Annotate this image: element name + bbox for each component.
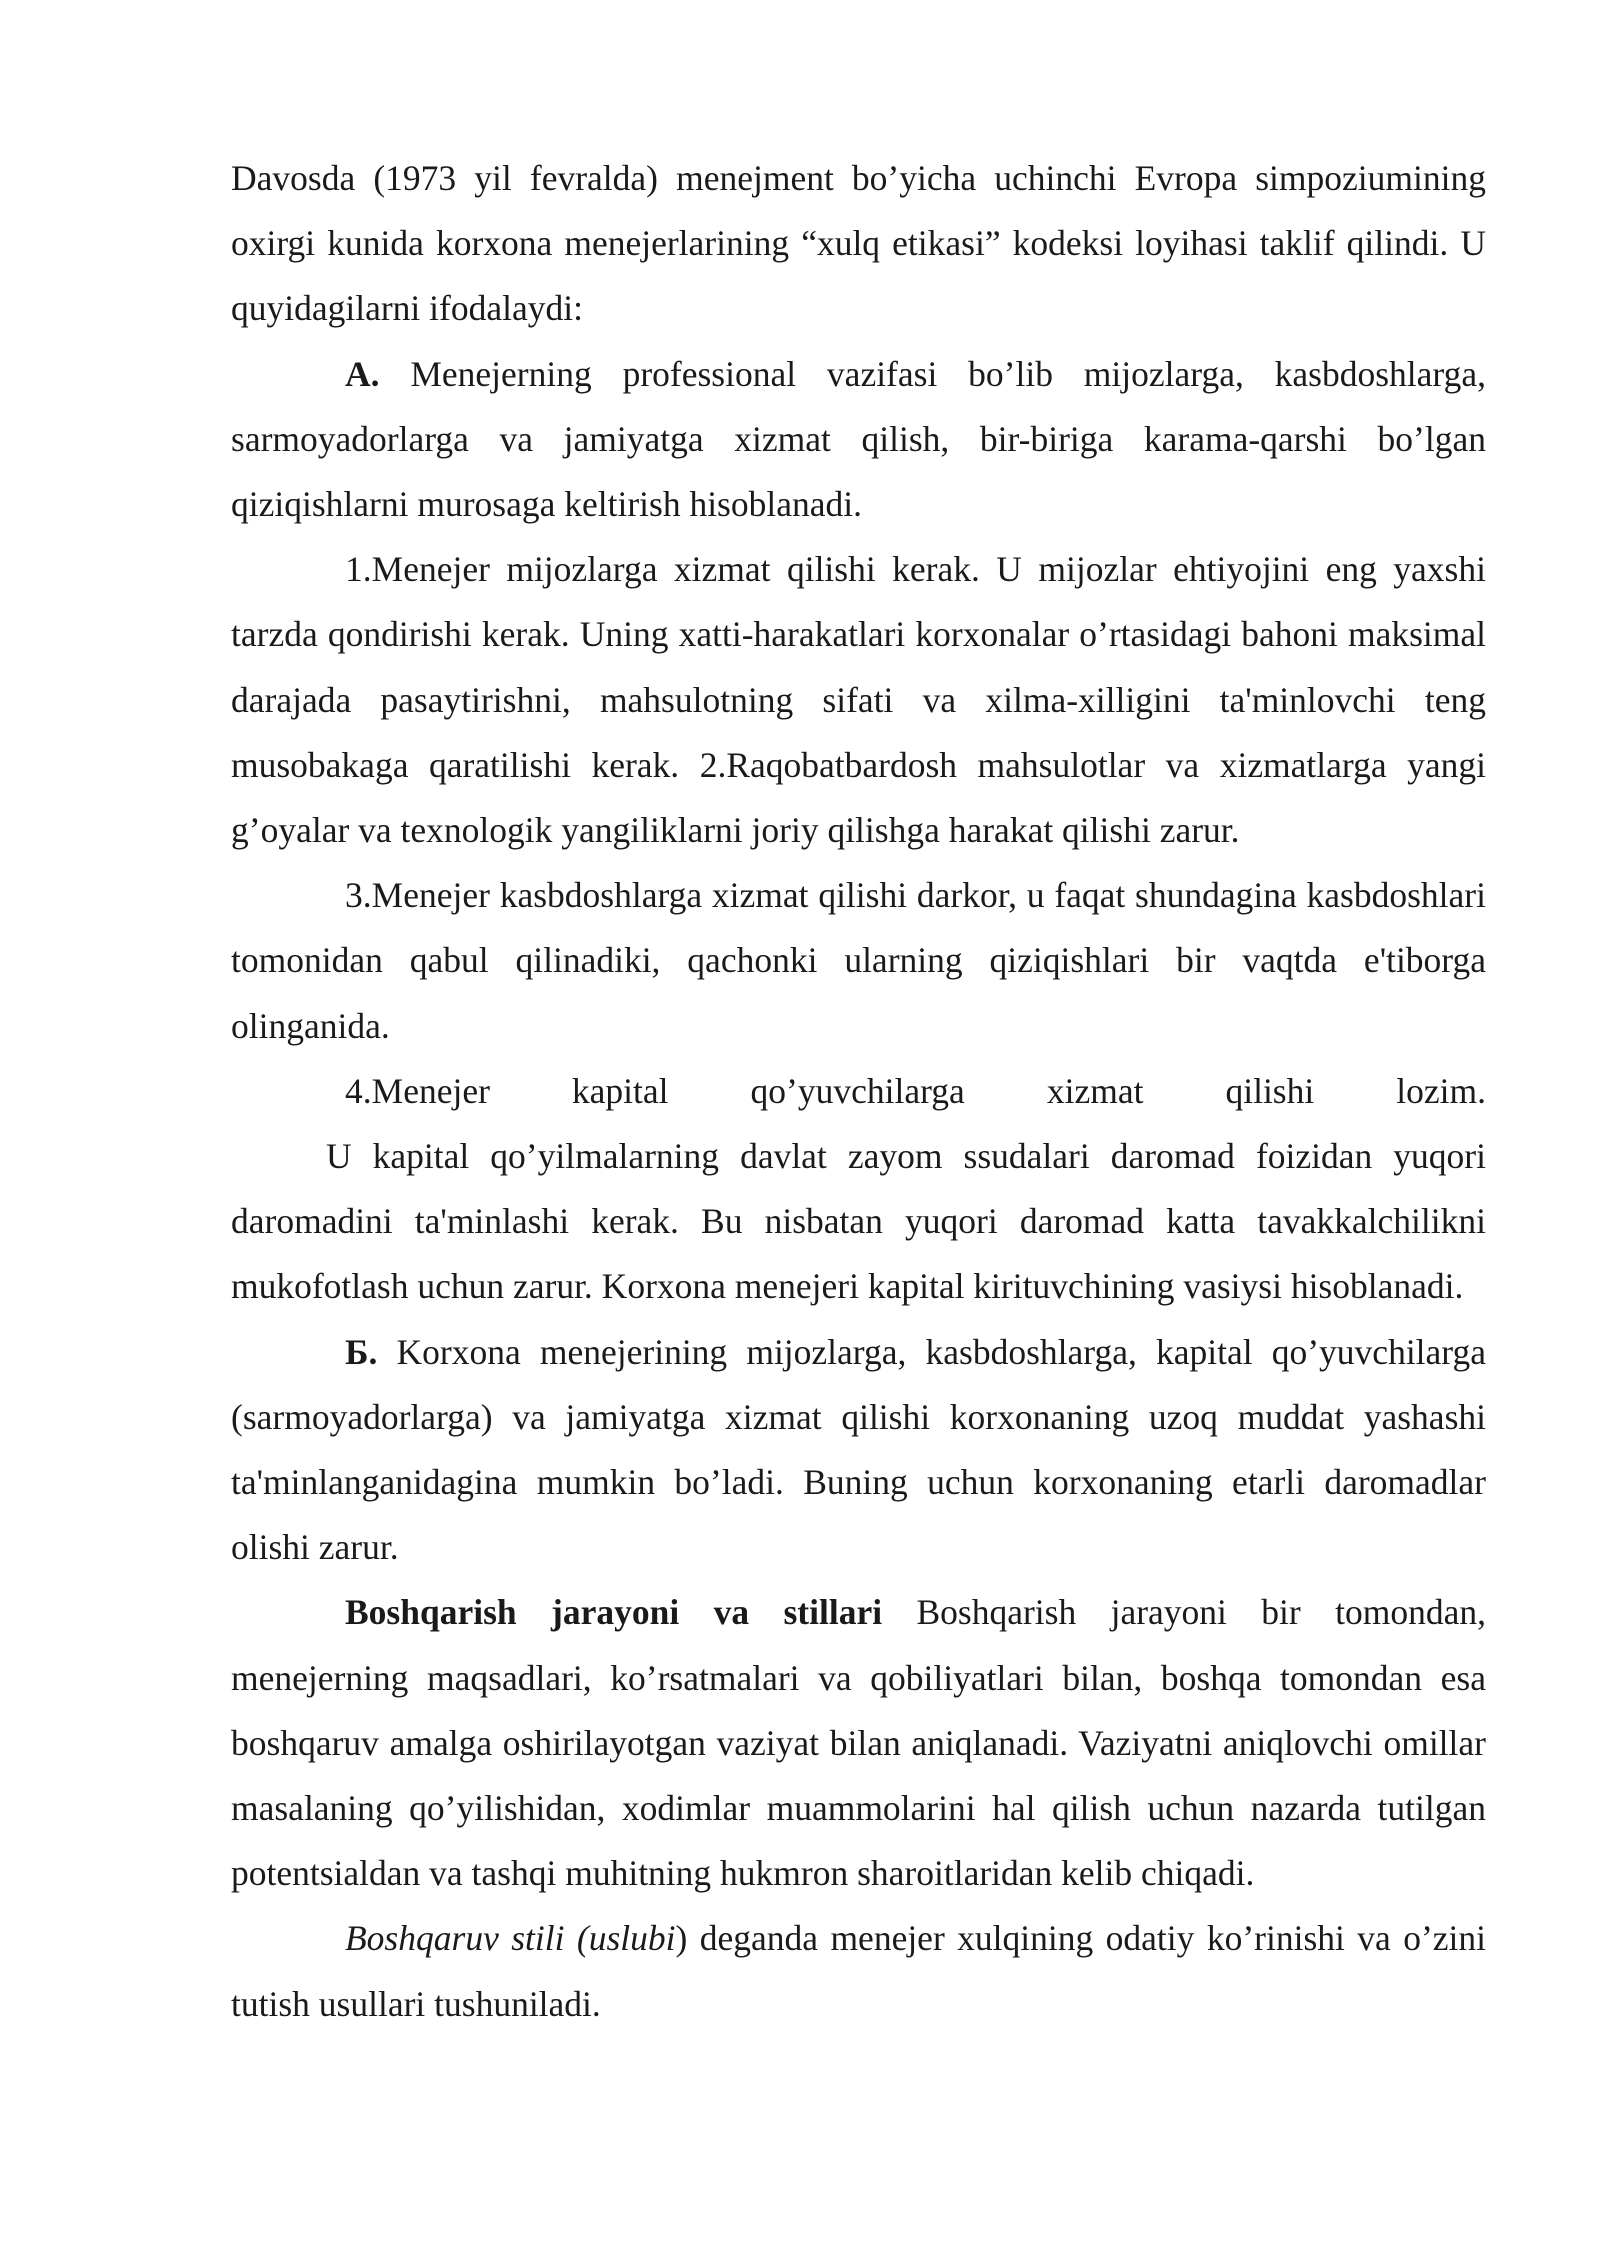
paragraph-management-process — [231, 1580, 1486, 1906]
paragraph-item-1: 1.Menejer mijozlarga xizmat qilishi kerak. U mijozlar ehtiyojini eng yaxshi tarzda qondirishi kerak. Uning xatti-harakatlari korxonalar o’rtasidagi bahoni maksimal darajada pasaytirishni, mahsulotning sifati va xilma-xilligini ta'minlovchi teng musobakaga qaratilishi kerak. 2.Raqobatbardosh mahsulotlar va xizmatlarga yangi g’oyalar va texnologik yangiliklarni joriy qilishga harakat qilishi zarur. — [231, 549, 1486, 851]
paragraph-management-style-text: ) deganda menejer xulqining odatiy ko’rinishi va o’zini tutish usullari tushuniladi. — [231, 1918, 1487, 2024]
paragraph-item-4-continued: U kapital qo’yilmalarning davlat zayom ssudalari daromad foizidan yuqori daromadini ta'minlashi kerak. Bu nisbatan yuqori daromad katta tavakkalchilikni mukofotlash uchun zarur. Korxona menejeri kapital kirituvchining vasiysi hisoblanadi. — [231, 1136, 1486, 1307]
item-marker-b: Б. — [345, 1331, 378, 1372]
paragraph-management-process-text: Boshqarish jarayoni bir tomondan, menejerning maqsadlari, ko’rsatmalari va qobiliyatlari bilan, boshqa tomondan esa boshqaruv amalga oshirilayotgan vaziyat bilan aniqlanadi. Vaziyatni aniqlovchi omillar masalaning qo’yilishidan, xodimlar muammolarini hal qilish uchun nazarda tutilgan potentsialdan va tashqi muhitning hukmron sharoitlaridan kelib chiqadi. — [231, 1592, 1486, 1894]
paragraph-item-3: 3.Menejer kasbdoshlarga xizmat qilishi darkor, u faqat shundagina kasbdoshlari tomonidan qabul qilinadiki, qachonki ularning qiziqishlari bir vaqtda e'tiborga olinganida. — [231, 875, 1486, 1046]
paragraph-a-text: Menejerning professional vazifasi bo’lib mijozlarga, kasbdoshlarga, sarmoyadorlarga va jamiyatga xizmat qilish, bir-biriga karama-qarshi bo’lgan qiziqishlarni murosaga keltirish hisoblanadi. — [231, 353, 1486, 525]
style-term: Boshqaruv stili (uslubi — [345, 1918, 676, 1959]
paragraph-b — [231, 1320, 1486, 1581]
paragraph-intro: Davosda (1973 yil fevralda) menejment bo’yicha uchinchi Evropa simpoziumining oxirgi kunida korxona menejerlarining “xulq etikasi” kodeksi loyihasi taklif qilindi. U quyidagilarni ifodalaydi: — [231, 158, 1486, 329]
paragraph-item-4: 4.Menejer kapital qo’yuvchilarga xizmat qilishi lozim. — [345, 1070, 1486, 1111]
paragraph-management-style — [231, 1906, 1486, 2036]
paragraph-b-text: Korxona menejerining mijozlarga, kasbdoshlarga, kapital qo’yuvchilarga (sarmoyadorlarga) va jamiyatga xizmat qilishi korxonaning uzoq muddat yashashi ta'minlanganidagina mumkin bo’ladi. Buning uchun korxonaning etarli daromadlar olishi zarur. — [231, 1331, 1486, 1568]
paragraph-a — [231, 342, 1486, 538]
section-heading: Boshqarish jarayoni va stillari — [345, 1592, 883, 1633]
document-body — [231, 146, 1486, 2037]
item-marker-a: A. — [345, 353, 380, 394]
